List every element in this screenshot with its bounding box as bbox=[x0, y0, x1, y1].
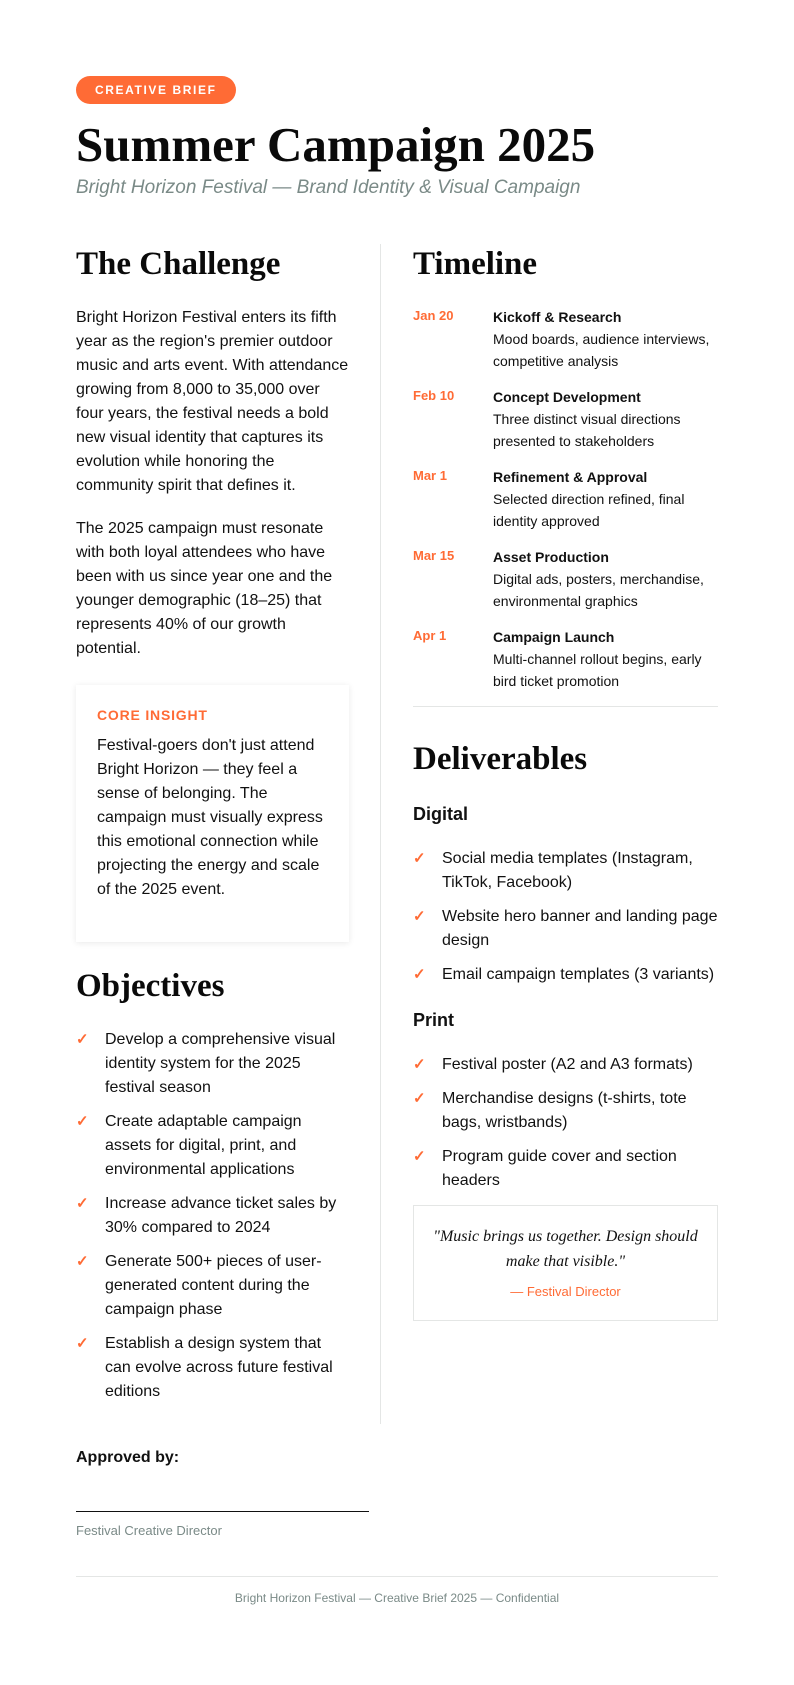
timeline-list bbox=[413, 306, 718, 692]
print-deliverables-list bbox=[413, 1053, 718, 1193]
deliverables-group-digital: Digital bbox=[413, 804, 469, 824]
timeline-item bbox=[413, 626, 718, 692]
approval-section bbox=[76, 1448, 718, 1539]
footer-divider bbox=[76, 1576, 718, 1577]
list-item bbox=[76, 1110, 349, 1182]
timeline-phase: Campaign Launch bbox=[493, 629, 615, 645]
objectives-heading: Objectives bbox=[76, 968, 225, 1004]
page-title: Summer Campaign 2025 bbox=[76, 117, 596, 172]
list-item bbox=[76, 1192, 349, 1240]
checkmark-icon: ✓ bbox=[76, 1253, 89, 1270]
objective-text: Develop a comprehensive visual identity system for the 2025 festival season bbox=[105, 1031, 336, 1096]
list-item bbox=[413, 963, 718, 987]
checkmark-icon: ✓ bbox=[76, 1113, 89, 1130]
deliverable-text: Merchandise designs (t-shirts, tote bags, wristbands) bbox=[442, 1090, 687, 1131]
footer-text: Bright Horizon Festival — Creative Brief 2025 — Confidential bbox=[234, 1591, 560, 1605]
core-insight-card bbox=[76, 685, 349, 942]
checkmark-icon: ✓ bbox=[413, 1148, 426, 1165]
list-item bbox=[413, 1145, 718, 1193]
core-insight-text: Festival-goers don't just attend Bright Horizon — they feel a sense of belonging. The campaign must visually express this emotional connection while projecting the energy and scale of the 2025 event. bbox=[97, 737, 323, 898]
timeline-description: Multi-channel rollout begins, early bird ticket promotion bbox=[493, 651, 702, 689]
list-item bbox=[413, 847, 718, 895]
deliverable-text: Email campaign templates (3 variants) bbox=[442, 966, 715, 983]
list-item bbox=[413, 1053, 718, 1077]
timeline-item-body bbox=[493, 466, 718, 532]
timeline-phase: Concept Development bbox=[493, 389, 641, 405]
signatory-role: Festival Creative Director bbox=[76, 1523, 222, 1538]
list-item bbox=[76, 1028, 349, 1100]
checkmark-icon: ✓ bbox=[413, 850, 426, 867]
timeline-item-body bbox=[493, 386, 718, 452]
timeline-item bbox=[413, 546, 718, 612]
deliverables-group-print: Print bbox=[413, 1010, 455, 1030]
timeline-date: Feb 10 bbox=[413, 388, 455, 403]
objective-text: Increase advance ticket sales by 30% compared to 2024 bbox=[105, 1195, 337, 1236]
checkmark-icon: ✓ bbox=[413, 1056, 426, 1073]
objective-text: Create adaptable campaign assets for digital, print, and environmental applications bbox=[105, 1113, 302, 1178]
deliverable-text: Program guide cover and section headers bbox=[442, 1148, 677, 1189]
list-item bbox=[76, 1250, 349, 1322]
list-item bbox=[76, 1332, 349, 1404]
timeline-item-body bbox=[493, 306, 718, 372]
timeline-heading: Timeline bbox=[413, 246, 538, 282]
page-subtitle: Bright Horizon Festival — Brand Identity & Visual Campaign bbox=[76, 177, 581, 198]
right-column bbox=[413, 244, 718, 1321]
objectives-list bbox=[76, 1028, 349, 1404]
challenge-heading: The Challenge bbox=[76, 246, 281, 282]
timeline-item-body bbox=[493, 626, 718, 692]
timeline-description: Selected direction refined, final identity approved bbox=[493, 491, 685, 529]
timeline-description: Mood boards, audience interviews, competitive analysis bbox=[493, 331, 710, 369]
timeline-description: Three distinct visual directions presented to stakeholders bbox=[493, 411, 681, 449]
objective-text: Generate 500+ pieces of user-generated content during the campaign phase bbox=[105, 1253, 322, 1318]
timeline-item bbox=[413, 386, 718, 452]
approved-by-label: Approved by: bbox=[76, 1449, 180, 1466]
list-item bbox=[413, 1087, 718, 1135]
timeline-phase: Asset Production bbox=[493, 549, 609, 565]
document-type-badge: CREATIVE BRIEF bbox=[76, 76, 236, 104]
left-column bbox=[76, 244, 349, 1414]
objective-text: Establish a design system that can evolve across future festival editions bbox=[105, 1335, 333, 1400]
quote-text: "Music brings us together. Design should make that visible." bbox=[433, 1228, 698, 1270]
deliverable-text: Festival poster (A2 and A3 formats) bbox=[442, 1056, 693, 1073]
timeline-item bbox=[413, 466, 718, 532]
creative-brief-page bbox=[76, 76, 718, 1605]
signature-line bbox=[76, 1511, 369, 1512]
list-item bbox=[413, 905, 718, 953]
checkmark-icon: ✓ bbox=[413, 966, 426, 983]
timeline-description: Digital ads, posters, merchandise, environmental graphics bbox=[493, 571, 704, 609]
timeline-date: Jan 20 bbox=[413, 308, 454, 323]
challenge-paragraph: Bright Horizon Festival enters its fifth year as the region's premier outdoor music and arts event. With attendance growing from 8,000 to 35,000 over four years, the festival needs a bold new visual identity that captures its evolution while honoring the community spirit that defines it. bbox=[76, 309, 349, 494]
timeline-item-body bbox=[493, 546, 718, 612]
timeline-item bbox=[413, 306, 718, 372]
timeline-phase: Refinement & Approval bbox=[493, 469, 648, 485]
section-divider bbox=[413, 706, 718, 707]
checkmark-icon: ✓ bbox=[413, 1090, 426, 1107]
checkmark-icon: ✓ bbox=[76, 1335, 89, 1352]
checkmark-icon: ✓ bbox=[76, 1195, 89, 1212]
timeline-date: Mar 15 bbox=[413, 548, 455, 563]
core-insight-label: CORE INSIGHT bbox=[97, 707, 208, 723]
timeline-date: Apr 1 bbox=[413, 628, 447, 643]
deliverable-text: Social media templates (Instagram, TikTok, Facebook) bbox=[442, 850, 693, 891]
digital-deliverables-list bbox=[413, 847, 718, 987]
deliverables-heading: Deliverables bbox=[413, 741, 588, 777]
quote-card bbox=[413, 1205, 718, 1321]
timeline-phase: Kickoff & Research bbox=[493, 309, 622, 325]
column-divider bbox=[380, 244, 381, 1424]
checkmark-icon: ✓ bbox=[413, 908, 426, 925]
deliverable-text: Website hero banner and landing page design bbox=[442, 908, 718, 949]
checkmark-icon: ✓ bbox=[76, 1031, 89, 1048]
quote-attribution: — Festival Director bbox=[510, 1284, 621, 1299]
timeline-date: Mar 1 bbox=[413, 468, 447, 483]
challenge-paragraph: The 2025 campaign must resonate with both loyal attendees who have been with us since year one and the younger demographic (18–25) that represents 40% of our growth potential. bbox=[76, 520, 333, 657]
